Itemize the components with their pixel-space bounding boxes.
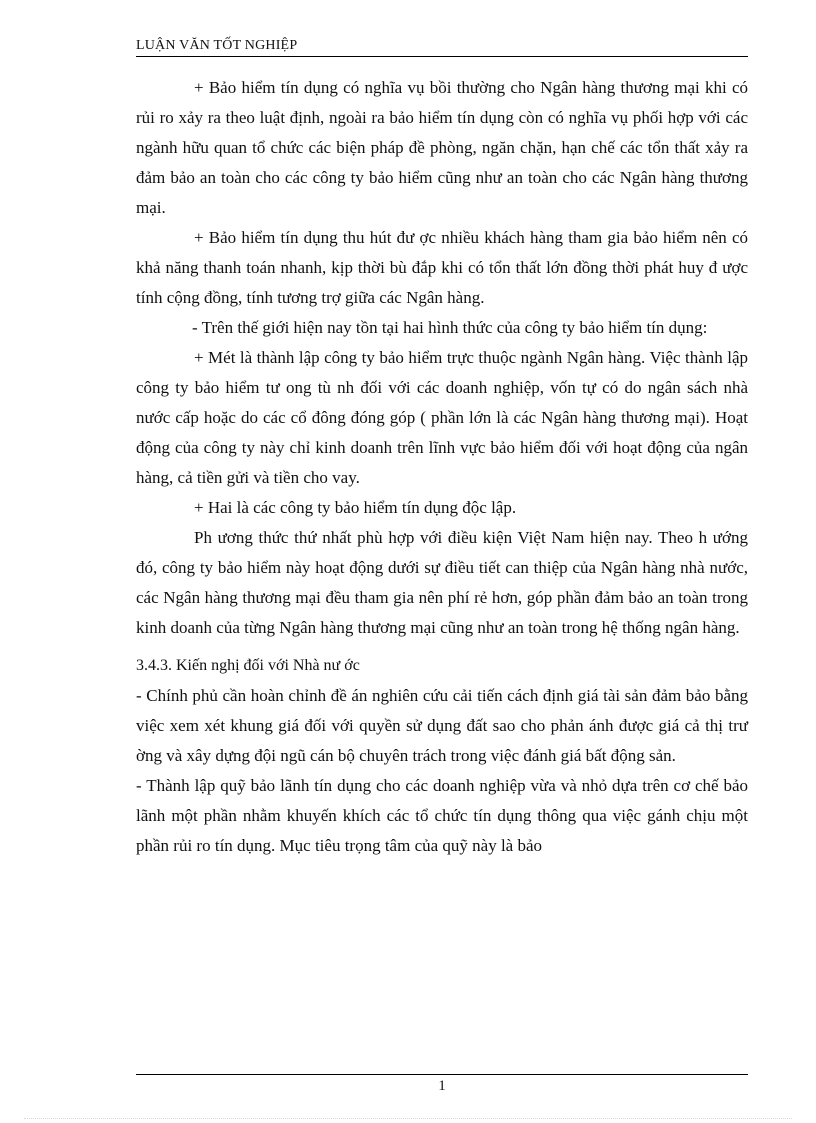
page-number: 1 [438, 1078, 446, 1094]
paragraph-insurance-obligation: + Bảo hiểm tín dụng có nghĩa vụ bồi thường cho Ngân hàng thương mại khi có rủi ro xảy ra theo luật định, ngoài ra bảo hiểm tín dụng còn có nghĩa vụ phối hợp với các ngành hữu quan tổ chức các biện pháp đề phòng, ngăn chặn, hạn chế các tổn thất xảy ra đảm bảo an toàn cho các công ty bảo hiểm cũng như an toàn cho các Ngân hàng thương mại. [136, 78, 748, 217]
paragraph-government-valuation: - Chính phủ cần hoàn chỉnh đề án nghiên cứu cải tiến cách định giá tài sản đảm bảo bằng việc xem xét khung giá đối với quyền sử dụng đất sao cho phản ánh được giá cả thị trư ờng và xây dựng đội ngũ cán bộ chuyên trách trong việc đánh giá bất động sản. [136, 686, 748, 765]
document-body [136, 73, 748, 861]
header-title: LUẬN VĂN TỐT NGHIỆP [136, 38, 298, 53]
paragraph-method-suitability: Ph ương thức thứ nhất phù hợp với điều kiện Việt Nam hiện nay. Theo h ướng đó, công ty bảo hiểm này hoạt động dưới sự điều tiết can thiệp của Ngân hàng nhà nước, các Ngân hàng thương mại đều tham gia nên phí rẻ hơn, góp phần đảm bảo an toàn trong kinh doanh của từng Ngân hàng thương mại cũng như an toàn trong hệ thống ngân hàng. [136, 528, 748, 637]
paragraph-two-forms: - Trên thế giới hiện nay tồn tại hai hình thức của công ty bảo hiểm tín dụng: [192, 318, 708, 337]
header-divider [136, 56, 748, 57]
paragraph-credit-guarantee-fund: - Thành lập quỹ bảo lãnh tín dụng cho các doanh nghiệp vừa và nhỏ dựa trên cơ chế bảo lãnh một phần nhằm khuyến khích các tổ chức tín dụng thông qua việc gánh chịu một phần rủi ro tín dụng. Mục tiêu trọng tâm của quỹ này là bảo [136, 776, 748, 855]
paragraph-form-one: + Mét là thành lập công ty bảo hiểm trực thuộc ngành Ngân hàng. Việc thành lập công ty bảo hiểm tư ong tù nh đối với các doanh nghiệp, vốn tự có do ngân sách nhà nước cấp hoặc do các cổ đông đóng góp ( phần lớn là các Ngân hàng thương mại). Hoạt động của công ty này chỉ kinh doanh trên lĩnh vực bảo hiểm đối với hoạt động của ngân hàng, cả tiền gửi và tiền cho vay. [136, 348, 748, 487]
section-heading: 3.4.3. Kiến nghị đối với Nhà nư ớc [136, 657, 360, 674]
paragraph-insurance-attraction: + Bảo hiểm tín dụng thu hút đư ợc nhiều khách hàng tham gia bảo hiểm nên có khả năng thanh toán nhanh, kịp thời bù đắp khi có tổn thất lớn đồng thời phát huy đ ược tính cộng đồng, tính tương trợ giữa các Ngân hàng. [136, 228, 748, 307]
paragraph-form-two: + Hai là các công ty bảo hiểm tín dụng độc lập. [194, 498, 517, 517]
footer-divider [136, 1074, 748, 1075]
page-bottom-border [24, 1118, 792, 1119]
